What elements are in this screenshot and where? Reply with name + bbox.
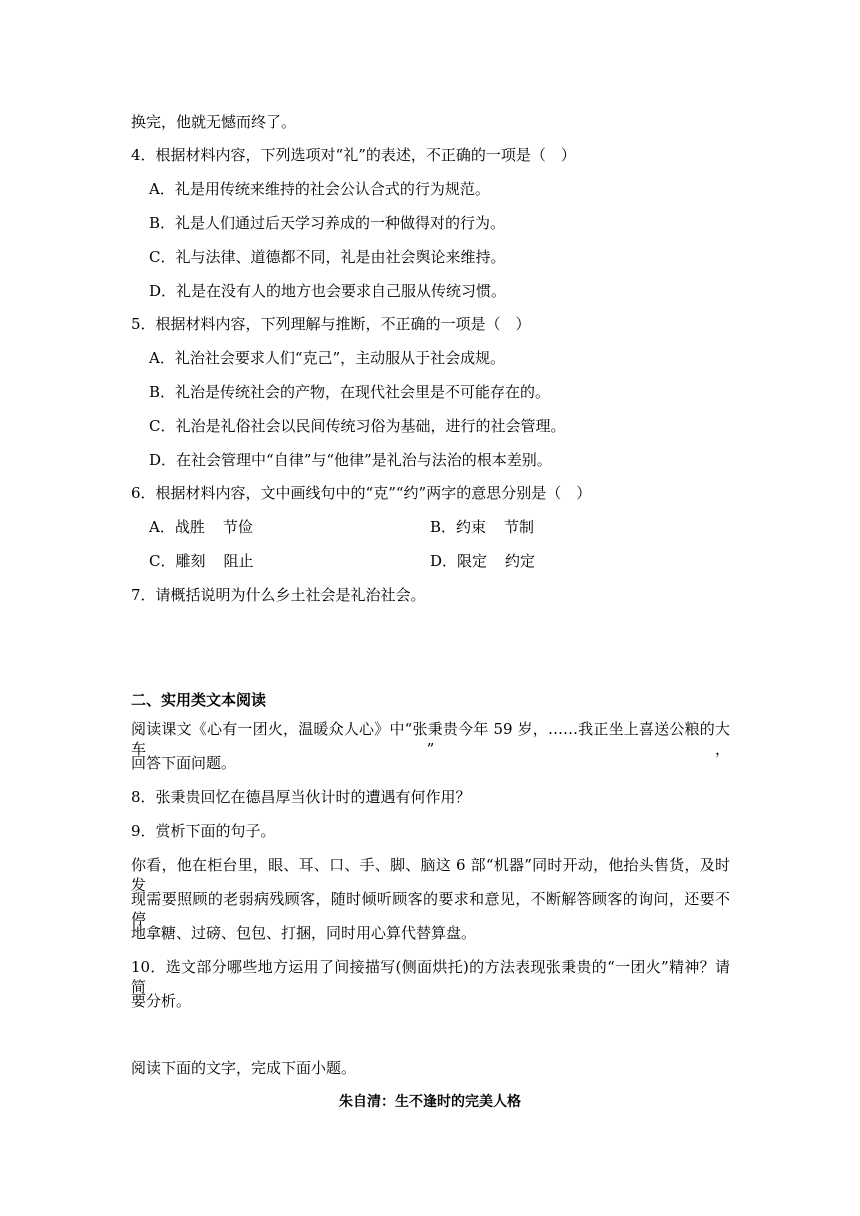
q6-option-d-letter: D． [430,552,458,570]
q6-option-a-letter: A． [149,518,175,536]
q6-option-c-letter: C． [149,552,176,570]
q6-option-b-letter: B． [430,518,457,536]
q6-option-b-word2: 节制 [504,518,535,536]
q4-option-a: A．礼是用传统来维持的社会公认合式的行为规范。 [149,180,490,198]
q4-option-b: B．礼是人们通过后天学习养成的一种做得对的行为。 [149,214,506,232]
q6-option-c-word2: 阻止 [223,552,254,570]
q5-option-d: D．在社会管理中“自律”与“他律”是礼治与法治的根本差别。 [149,451,552,469]
q6-option-a-word1: 战胜 [174,518,205,536]
q6-option-d-word1: 限定 [457,552,488,570]
question-6-stem: 6．根据材料内容，文中画线句中的“克”“约”两字的意思分别是（ ） [131,484,592,502]
question-4-stem: 4．根据材料内容，下列选项对“礼”的表述，不正确的一项是（ ） [131,146,576,164]
passage-line1: 你看，他在柜台里，眼、耳、口、手、脚、脑这 6 部“机器”同时开动，他抬头售货，及时发 [131,856,730,894]
question-7: 7．请概括说明为什么乡土社会是礼治社会。 [131,586,426,604]
reading-3-instruction: 阅读下面的文字，完成下面小题。 [131,1059,357,1077]
q4-option-c: C．礼与法律、道德都不同，礼是由社会舆论来维持。 [149,248,506,266]
question-8: 8．张秉贵回忆在德昌厚当伙计时的遭遇有何作用？ [131,788,471,806]
q6-option-a [149,517,253,537]
q6-option-b [430,517,534,537]
question-5-stem: 5．根据材料内容，下列理解与推断，不正确的一项是（ ） [131,315,531,333]
q6-option-c [149,551,254,571]
article-title: 朱自清：生不逢时的完美人格 [339,1094,521,1110]
q5-option-c: C．礼治是礼俗社会以民间传统习俗为基础，进行的社会管理。 [149,417,566,435]
section-2-heading: 二、实用类文本阅读 [131,691,267,709]
q6-option-b-word1: 约束 [456,518,487,536]
passage-line2: 现需要照顾的老弱病残顾客，随时倾听顾客的要求和意见，不断解答顾客的询问，还要不停 [131,890,730,928]
q6-option-a-word2: 节俭 [222,518,253,536]
continuation-line: 换完，他就无憾而终了。 [131,113,297,131]
section-2-intro-line2: 回答下面问题。 [131,754,237,772]
section-2-intro-line1: 阅读课文《心有一团火，温暖众人心》中“张秉贵今年 59 岁，……我正坐上喜送公粮的大车”， [131,720,730,758]
q6-option-d [430,551,535,571]
question-10-line2: 要分析。 [131,992,192,1010]
q6-option-d-word2: 约定 [505,552,536,570]
question-9: 9．赏析下面的句子。 [131,822,276,840]
q6-option-c-word1: 雕刻 [175,552,206,570]
q5-option-b: B．礼治是传统社会的产物，在现代社会里是不可能存在的。 [149,383,551,401]
question-10-line1: 10．选文部分哪些地方运用了间接描写(侧面烘托)的方法表现张秉贵的“一团火”精神？请简 [131,958,730,996]
passage-line3: 地拿糖、过磅、包包、打捆，同时用心算代替算盘。 [131,924,477,942]
q5-option-a: A．礼治社会要求人们“克己”，主动服从于社会成规。 [149,349,506,367]
q4-option-d: D．礼是在没有人的地方也会要求自己服从传统习惯。 [149,282,507,300]
